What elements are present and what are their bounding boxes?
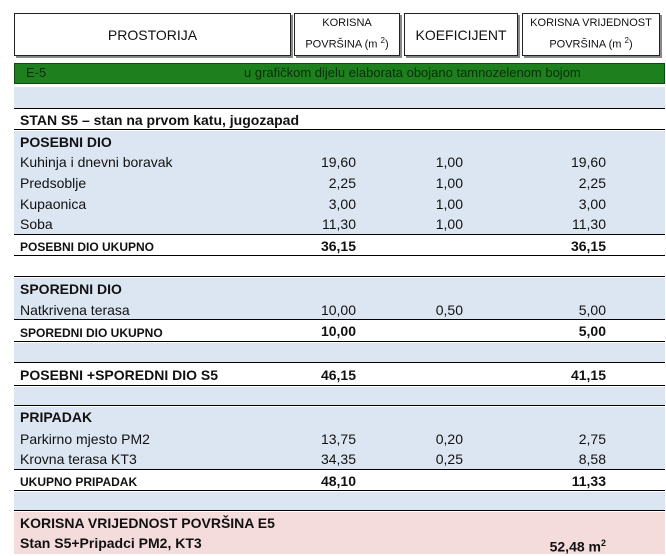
header-coef-label: KOEFICIJENT [415, 26, 507, 43]
header-value-unit: POVRŠINA (m [549, 38, 625, 51]
header-value-sup: 2 [624, 36, 629, 46]
sporedni-total-label: SPOREDNI DIO UKUPNO [20, 326, 163, 340]
posebni-row-coef: 1,00 [435, 175, 463, 191]
posebni-total-area: 36,15 [320, 238, 356, 254]
sporedni-heading: SPOREDNI DIO [20, 281, 122, 297]
pripadak-row-coef: 0,20 [435, 431, 463, 447]
pripadak-row-name: Parkirno mjesto PM2 [20, 431, 150, 447]
pripadak-row-area: 13,75 [320, 431, 356, 447]
unit-title: STAN S5 – stan na prvom katu, jugozapad [20, 112, 300, 128]
posebni-total-label: POSEBNI DIO UKUPNO [20, 240, 155, 254]
spacer-row [14, 87, 665, 109]
header-coef-cell [404, 13, 518, 56]
posebni-row-name: Kupaonica [20, 196, 87, 212]
header-area-unit: POVRŠINA (m [305, 38, 381, 51]
sporedni-total-value: 5,00 [578, 323, 606, 339]
posebni-row-coef: 1,00 [435, 196, 463, 212]
sporedni-row-name: Natkrivena terasa [20, 302, 130, 318]
header-area-sup: 2 [380, 36, 385, 46]
posebni-row-area: 3,00 [328, 196, 356, 212]
pripadak-total-value: 11,33 [571, 473, 606, 489]
spacer-row [14, 257, 665, 277]
pripadak-heading: PRIPADAK [20, 409, 93, 425]
sporedni-total-area: 10,00 [320, 323, 356, 339]
spacer-row [14, 492, 665, 511]
header-area-line2 [305, 32, 388, 54]
posebni-row-value: 2,25 [578, 175, 606, 191]
pripadak-row-area: 34,35 [320, 451, 356, 467]
sporedni-row-coef: 0,50 [435, 302, 463, 318]
combined-value: 41,15 [570, 367, 606, 383]
pripadak-row-coef: 0,25 [435, 451, 463, 467]
sporedni-row-area: 10,00 [320, 302, 356, 318]
posebni-row-coef: 1,00 [435, 154, 463, 170]
pripadak-row-value: 2,75 [578, 431, 606, 447]
spacer-row [14, 343, 665, 363]
header-value-cell [522, 13, 660, 56]
posebni-total-value: 36,15 [570, 238, 606, 254]
posebni-row-area: 19,60 [320, 154, 356, 170]
posebni-row-value: 3,00 [578, 196, 606, 212]
summary-value-number: 52,48 m [549, 538, 601, 555]
summary-line2: Stan S5+Pripadci PM2, KT3 [20, 535, 202, 551]
pripadak-total-label: UKUPNO PRIPADAK [20, 475, 138, 489]
summary-line1: KORISNA VRIJEDNOST POVRŠINA E5 [20, 515, 275, 531]
sporedni-row-value: 5,00 [578, 302, 606, 318]
combined-label: POSEBNI +SPOREDNI DIO S5 [20, 367, 218, 383]
posebni-row-name: Predsoblje [20, 175, 87, 191]
header-value-line2 [530, 32, 652, 54]
posebni-row-name: Kuhinja i dnevni boravak [20, 154, 173, 170]
header-room-cell [14, 13, 291, 56]
posebni-row-area: 11,30 [322, 216, 356, 232]
posebni-row-value: 11,30 [572, 216, 606, 232]
header-area-line1: KORISNA [322, 17, 372, 30]
header-value-line1: KORISNA VRIJEDNOST [530, 17, 652, 30]
posebni-row-coef: 1,00 [435, 216, 463, 232]
header-area-cell [294, 13, 400, 56]
posebni-heading: POSEBNI DIO [20, 134, 112, 150]
pripadak-row-name: Krovna terasa KT3 [20, 451, 137, 467]
banner-code: E-5 [26, 65, 47, 80]
spacer-row [14, 387, 665, 406]
posebni-row-area: 2,25 [328, 175, 356, 191]
pripadak-total-area: 48,10 [320, 473, 356, 489]
posebni-row-value: 19,60 [570, 154, 606, 170]
summary-value [516, 534, 606, 556]
pripadak-row-value: 8,58 [578, 451, 606, 467]
posebni-row-name: Soba [20, 216, 53, 232]
header-value-paren: ) [628, 38, 633, 51]
header-room-label: PROSTORIJA [107, 26, 198, 43]
header-area-paren: ) [384, 38, 389, 51]
banner-text: u grafičkom dijelu elaborata obojano tamnozelenom bojom [244, 65, 581, 80]
summary-value-sup: 2 [600, 538, 606, 548]
combined-area: 46,15 [320, 367, 356, 383]
